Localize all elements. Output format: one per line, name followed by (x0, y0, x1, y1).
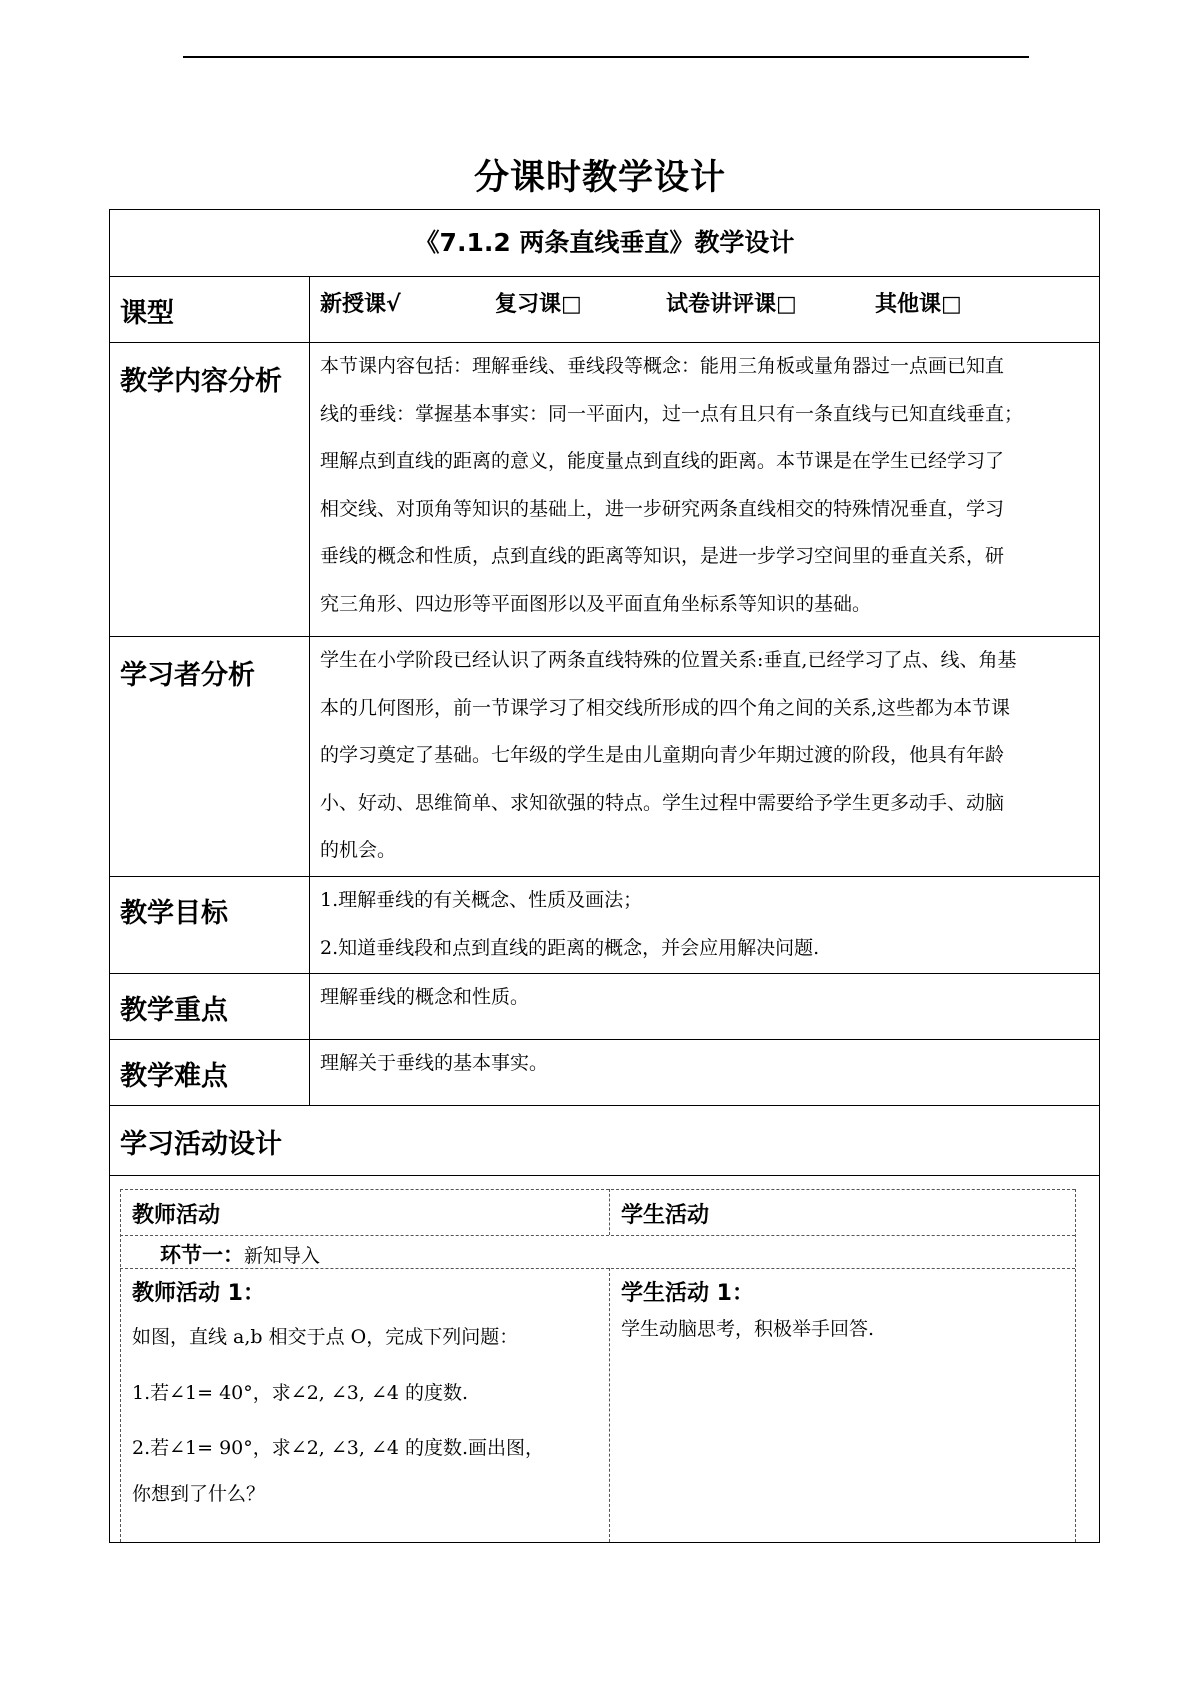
objectives-row (110, 877, 1099, 974)
learner-analysis-line: 的机会。 (320, 839, 397, 861)
teacher-activity-header: 教师活动 (132, 1203, 221, 1228)
course-type-exam-review: 试卷讲评课□ (666, 292, 797, 317)
lesson-design-table (109, 209, 1100, 1543)
course-type-review: 复习课□ (495, 292, 582, 317)
key-points-text: 理解垂线的概念和性质。 (320, 986, 530, 1008)
difficulties-text: 理解关于垂线的基本事实。 (320, 1052, 549, 1074)
subtitle-row (110, 210, 1099, 277)
learner-analysis-line: 小、好动、思维简单、求知欲强的特点。学生过程中需要给予学生更多动手、动脑 (320, 791, 1005, 814)
learner-analysis-line: 学生在小学阶段已经认识了两条直线特殊的位置关系:垂直,已经学习了点、线、角基 (320, 649, 1017, 671)
course-type-row (110, 277, 1099, 343)
content-analysis-label: 教学内容分析 (120, 366, 282, 397)
course-type-label-cell (110, 277, 310, 342)
content-analysis-line: 究三角形、四边形等平面图形以及平面直角坐标系等知识的基础。 (320, 592, 872, 615)
teacher-activity-1-line: 2.若∠1= 90°，求∠2, ∠3, ∠4 的度数.画出图， (132, 1437, 545, 1459)
teacher-activity-1-line: 如图，直线 a,b 相交于点 O，完成下列问题： (132, 1326, 519, 1348)
key-points-label-cell (110, 974, 310, 1039)
objectives-text (320, 877, 1089, 972)
course-type-label: 课型 (120, 298, 174, 329)
difficulties-label: 教学难点 (120, 1061, 228, 1092)
course-type-other: 其他课□ (875, 292, 962, 317)
content-analysis-row (110, 343, 1099, 637)
objectives-label: 教学目标 (120, 898, 228, 929)
stage-one-prefix: 环节一： (160, 1243, 244, 1267)
learner-analysis-row (110, 637, 1099, 877)
activities-label: 学习活动设计 (120, 1129, 282, 1160)
difficulties-label-cell (110, 1040, 310, 1105)
teacher-activity-1-title: 教师活动 1： (132, 1281, 265, 1306)
key-points-label: 教学重点 (120, 995, 228, 1026)
content-analysis-line: 本节课内容包括：理解垂线、垂线段等概念：能用三角板或量角器过一点画已知直 (320, 355, 1005, 377)
content-analysis-line: 垂线的概念和性质，点到直线的距离等知识，是进一步学习空间里的垂直关系，研 (320, 545, 1005, 567)
teacher-activity-1-line: 1.若∠1= 40°，求∠2, ∠3, ∠4 的度数. (132, 1382, 469, 1404)
content-analysis-line: 理解点到直线的距离的意义，能度量点到直线的距离。本节课是在学生已经学习了 (320, 450, 1005, 472)
student-activity-1-text: 学生动脑思考，积极举手回答. (621, 1318, 875, 1340)
key-points-row (110, 974, 1099, 1040)
difficulties-row (110, 1040, 1099, 1106)
activity-table (120, 1189, 1075, 1542)
stage-one-name: 新知导入 (244, 1245, 321, 1267)
content-analysis-line: 相交线、对顶角等知识的基础上，进一步研究两条直线相交的特殊情况垂直，学习 (320, 497, 1005, 520)
objective-item: 2.知道垂线段和点到直线的距离的概念，并会应用解决问题. (320, 936, 820, 959)
learner-analysis-label-cell (110, 637, 310, 876)
student-activity-header: 学生活动 (621, 1203, 710, 1228)
course-type-new: 新授课√ (320, 292, 401, 317)
stage-one-heading (160, 1239, 320, 1269)
content-analysis-label-cell (110, 343, 310, 636)
content-analysis-line: 线的垂线：掌握基本事实：同一平面内，过一点有且只有一条直线与已知直线垂直； (320, 402, 1024, 425)
objectives-label-cell (110, 877, 310, 973)
learner-analysis-label: 学习者分析 (120, 660, 255, 691)
learner-analysis-line: 本的几何图形，前一节课学习了相交线所形成的四个角之间的关系,这些都为本节课 (320, 696, 1011, 719)
teacher-activity-1-line: 你想到了什么？ (132, 1483, 266, 1505)
content-analysis-text (320, 343, 1089, 628)
lesson-subtitle: 《7.1.2 两条直线垂直》教学设计 (414, 228, 795, 257)
activities-heading-row (110, 1106, 1099, 1176)
document-title: 分课时教学设计 (473, 158, 726, 198)
learner-analysis-line: 的学习奠定了基础。七年级的学生是由儿童期向青少年期过渡的阶段，他具有年龄 (320, 744, 1005, 766)
header-rule (183, 56, 1029, 58)
objective-item: 1.理解垂线的有关概念、性质及画法； (320, 889, 643, 911)
learner-analysis-text (320, 637, 1089, 875)
student-activity-1-title: 学生活动 1： (621, 1281, 754, 1306)
